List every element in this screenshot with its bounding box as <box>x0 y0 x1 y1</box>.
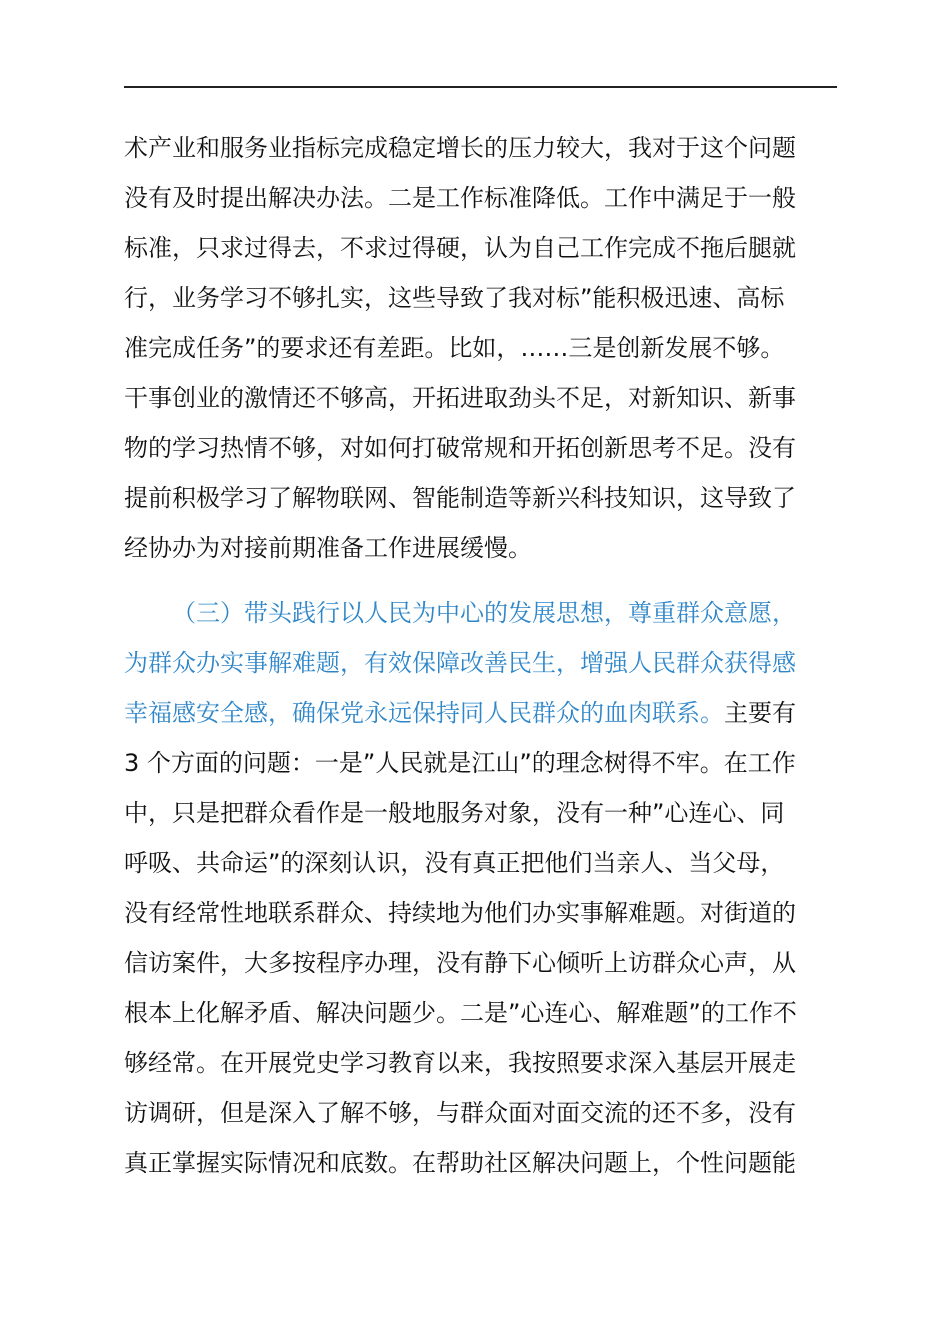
paragraph1-line: 提前积极学习了解物联网、智能制造等新兴科技知识，这导致了 <box>124 484 796 512</box>
paragraph1-line: 物的学习热情不够，对如何打破常规和开拓创新思考不足。没有 <box>124 434 796 462</box>
body-text-start: 主要有 <box>724 699 796 727</box>
paragraph1-line: 行，业务学习不够扎实，这些导致了我对标”能积极迅速、高标 <box>124 284 785 312</box>
header-rule <box>124 86 837 88</box>
section-heading-line-mixed <box>124 698 837 728</box>
section-heading-tail: 幸福感安全感，确保党永远保持同人民群众的血肉联系。 <box>124 699 724 727</box>
paragraph1-line: 没有及时提出解决办法。二是工作标准降低。工作中满足于一般 <box>124 184 796 212</box>
paragraph2-line: 3 个方面的问题：一是”人民就是江山”的理念树得不牢。在工作 <box>124 749 796 777</box>
section-heading-line: （三）带头践行以人民为中心的发展思想，尊重群众意愿， <box>172 599 796 627</box>
paragraph2-line: 根本上化解矛盾、解决问题少。二是”心连心、解难题”的工作不 <box>124 999 797 1027</box>
paragraph1-line: 标准，只求过得去，不求过得硬，认为自己工作完成不拖后腿就 <box>124 234 796 262</box>
section-heading-line: 为群众办实事解难题，有效保障改善民生，增强人民群众获得感 <box>124 649 796 677</box>
paragraph1-line: 术产业和服务业指标完成稳定增长的压力较大，我对于这个问题 <box>124 134 796 162</box>
paragraph2-line: 中，只是把群众看作是一般地服务对象，没有一种”心连心、同 <box>124 799 785 827</box>
paragraph2-line: 访调研，但是深入了解不够，与群众面对面交流的还不多，没有 <box>124 1099 796 1127</box>
paragraph1-line: 干事创业的激情还不够高，开拓进取劲头不足，对新知识、新事 <box>124 384 796 412</box>
paragraph2-line: 够经常。在开展党史学习教育以来，我按照要求深入基层开展走 <box>124 1049 796 1077</box>
paragraph1-line: 准完成任务”的要求还有差距。比如，……三是创新发展不够。 <box>124 334 785 362</box>
paragraph2-line: 真正掌握实际情况和底数。在帮助社区解决问题上，个性问题能 <box>124 1149 796 1177</box>
paragraph1-line: 经协办为对接前期准备工作进展缓慢。 <box>124 534 532 562</box>
paragraph2-line: 信访案件，大多按程序办理，没有静下心倾听上访群众心声，从 <box>124 949 796 977</box>
paragraph2-line: 呼吸、共命运”的深刻认识，没有真正把他们当亲人、当父母， <box>124 849 785 877</box>
paragraph2-line: 没有经常性地联系群众、持续地为他们办实事解难题。对街道的 <box>124 899 796 927</box>
